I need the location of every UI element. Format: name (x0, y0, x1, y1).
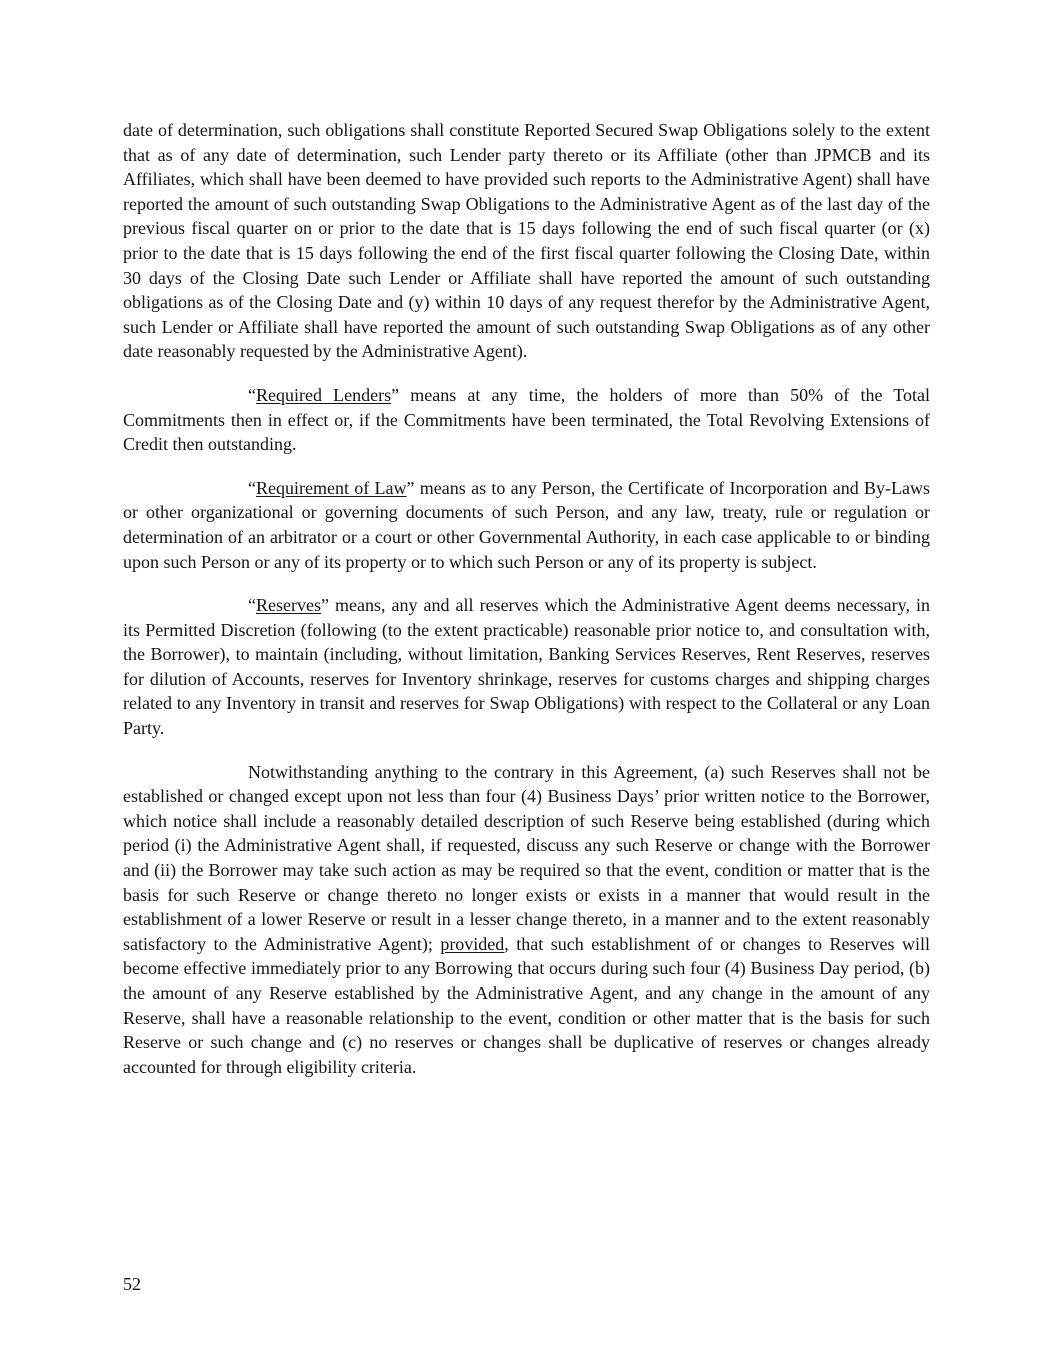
defined-term-required-lenders: Required Lenders (256, 384, 392, 405)
paragraph-text: date of determination, such obligations shall constitute Reported Secured Swap Obligations solely to the extent that as of any date of determination, such Lender party thereto or its Affiliate (other than JPMCB and its Affiliates, which shall have been deemed to have provided such reports to the Administrative Agent) shall have reported the amount of such outstanding Swap Obligations to the Administrative Agent as of the last day of the previous fiscal quarter on or prior to the date that is 15 days following the end of such fiscal quarter (or (x) prior to the date that is 15 days following the end of the first fiscal quarter following the Closing Date, within 30 days of the Closing Date such Lender or Affiliate shall have reported the amount of such outstanding obligations as of the Closing Date and (y) within 10 days of any request therefor by the Administrative Agent, such Lender or Affiliate shall have reported the amount of such outstanding Swap Obligations as of any other date reasonably requested by the Administrative Agent). (123, 120, 930, 362)
paragraph-swap-obligations-continuation (123, 118, 930, 364)
paragraph-text: ” means, any and all reserves which the Administrative Agent deems necessary, in its Permitted Discretion (following (to the extent practicable) reasonable prior notice to, and consultation with, the Borrower), to maintain (including, without limitation, Banking Services Reserves, Rent Reserves, reserves for dilution of Accounts, reserves for Inventory shrinkage, reserves for customs charges and shipping charges related to any Inventory in transit and reserves for Swap Obligations) with respect to the Collateral or any Loan Party. (123, 595, 930, 739)
paragraph-text: ” means at any time, the holders of more than 50% of the Total Commitments then in effect or, if the Commitments have been terminated, the Total Revolving Extensions of Credit then outstanding. (123, 384, 931, 455)
paragraph-definition-reserves (123, 593, 930, 741)
paragraph-text: Notwithstanding anything to the contrary in this Agreement, (a) such Reserves shall not be established or changed except upon not less than four (4) Business Days’ prior written notice to the Borrower, which notice shall include a reasonably detailed description of such Reserve being established (during which period (i) the Administrative Agent shall, if requested, discuss any such Reserve or change with the Borrower and (ii) the Borrower may take such action as may be required so that the event, condition or matter that is the basis for such Reserve or change thereto no longer exists or exists in a manner that would result in the establishment of a lower Reserve or result in a lesser change thereto, in a manner and to the extent reasonably satisfactory to the Administrative Agent); (123, 761, 930, 954)
open-quote: “ (248, 384, 256, 405)
paragraph-text: ” means as to any Person, the Certificate of Incorporation and By-Laws or other organizational or governing documents of such Person, and any law, treaty, rule or regulation or determination of an arbitrator or a court or other Governmental Authority, in each case applicable to or binding upon such Person or any of its property or to which such Person or any of its property is subject. (123, 477, 931, 572)
open-quote: “ (248, 595, 256, 616)
page-content (123, 118, 930, 1098)
paragraph-definition-required-lenders (123, 383, 930, 457)
page-number: 52 (123, 1274, 141, 1294)
defined-term-requirement-of-law: Requirement of Law (256, 477, 407, 498)
defined-term-reserves: Reserves (256, 595, 321, 616)
paragraph-reserves-notwithstanding-clause (123, 760, 930, 1080)
paragraph-text: , that such establishment of or changes to Reserves will become effective immediately prior to any Borrowing that occurs during such four (4) Business Day period, (b) the amount of any Reserve established by the Administrative Agent, and any change in the amount of any Reserve, shall have a reasonable relationship to the event, condition or other matter that is the basis for such Reserve or such change and (c) no reserves or changes shall be duplicative of reserves or changes already accounted for through eligibility criteria. (123, 933, 930, 1077)
open-quote: “ (248, 477, 256, 498)
proviso-term-provided: provided (440, 933, 505, 954)
paragraph-definition-requirement-of-law (123, 476, 930, 574)
